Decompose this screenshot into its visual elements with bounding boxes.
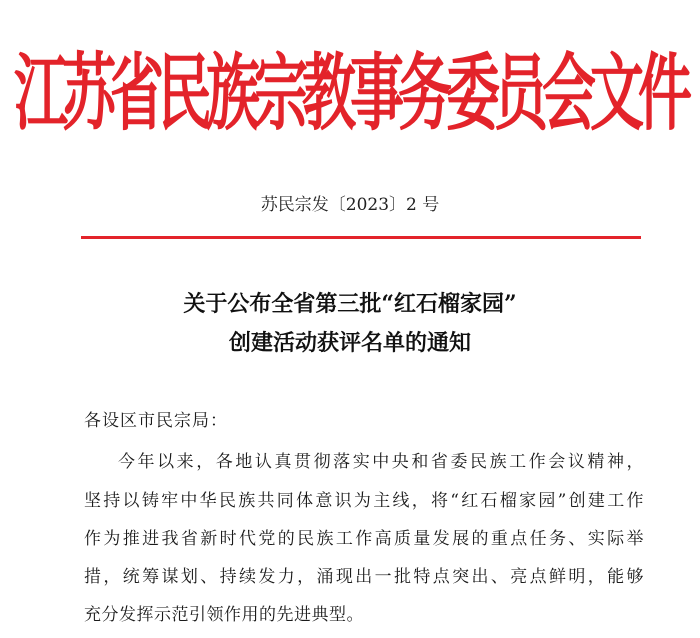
body-paragraph-line: 作为推进我省新时代党的民族工作高质量发展的重点任务、实际举	[84, 529, 644, 549]
issuer-header: 江苏省民族宗教事务委员会文件	[14, 44, 686, 142]
notice-title-line-1: 关于公布全省第三批“红石榴家园”	[183, 291, 517, 317]
body-paragraph-line: 充分发挥示范引领作用的先进典型。	[84, 605, 364, 625]
salutation: 各设区市民宗局：	[84, 411, 228, 431]
document-number: 苏民宗发〔2023〕2 号	[260, 195, 440, 215]
notice-title-line-2: 创建活动获评名单的通知	[228, 330, 471, 356]
body-paragraph-line: 措，统筹谋划、持续发力，涌现出一批特点突出、亮点鲜明，能够	[84, 567, 644, 587]
body-paragraph-line: 坚持以铸牢中华民族共同体意识为主线，将“红石榴家园”创建工作	[84, 491, 644, 511]
body-paragraph-line: 今年以来，各地认真贯彻落实中央和省委民族工作会议精神，	[118, 452, 644, 472]
red-divider-line	[81, 236, 641, 239]
